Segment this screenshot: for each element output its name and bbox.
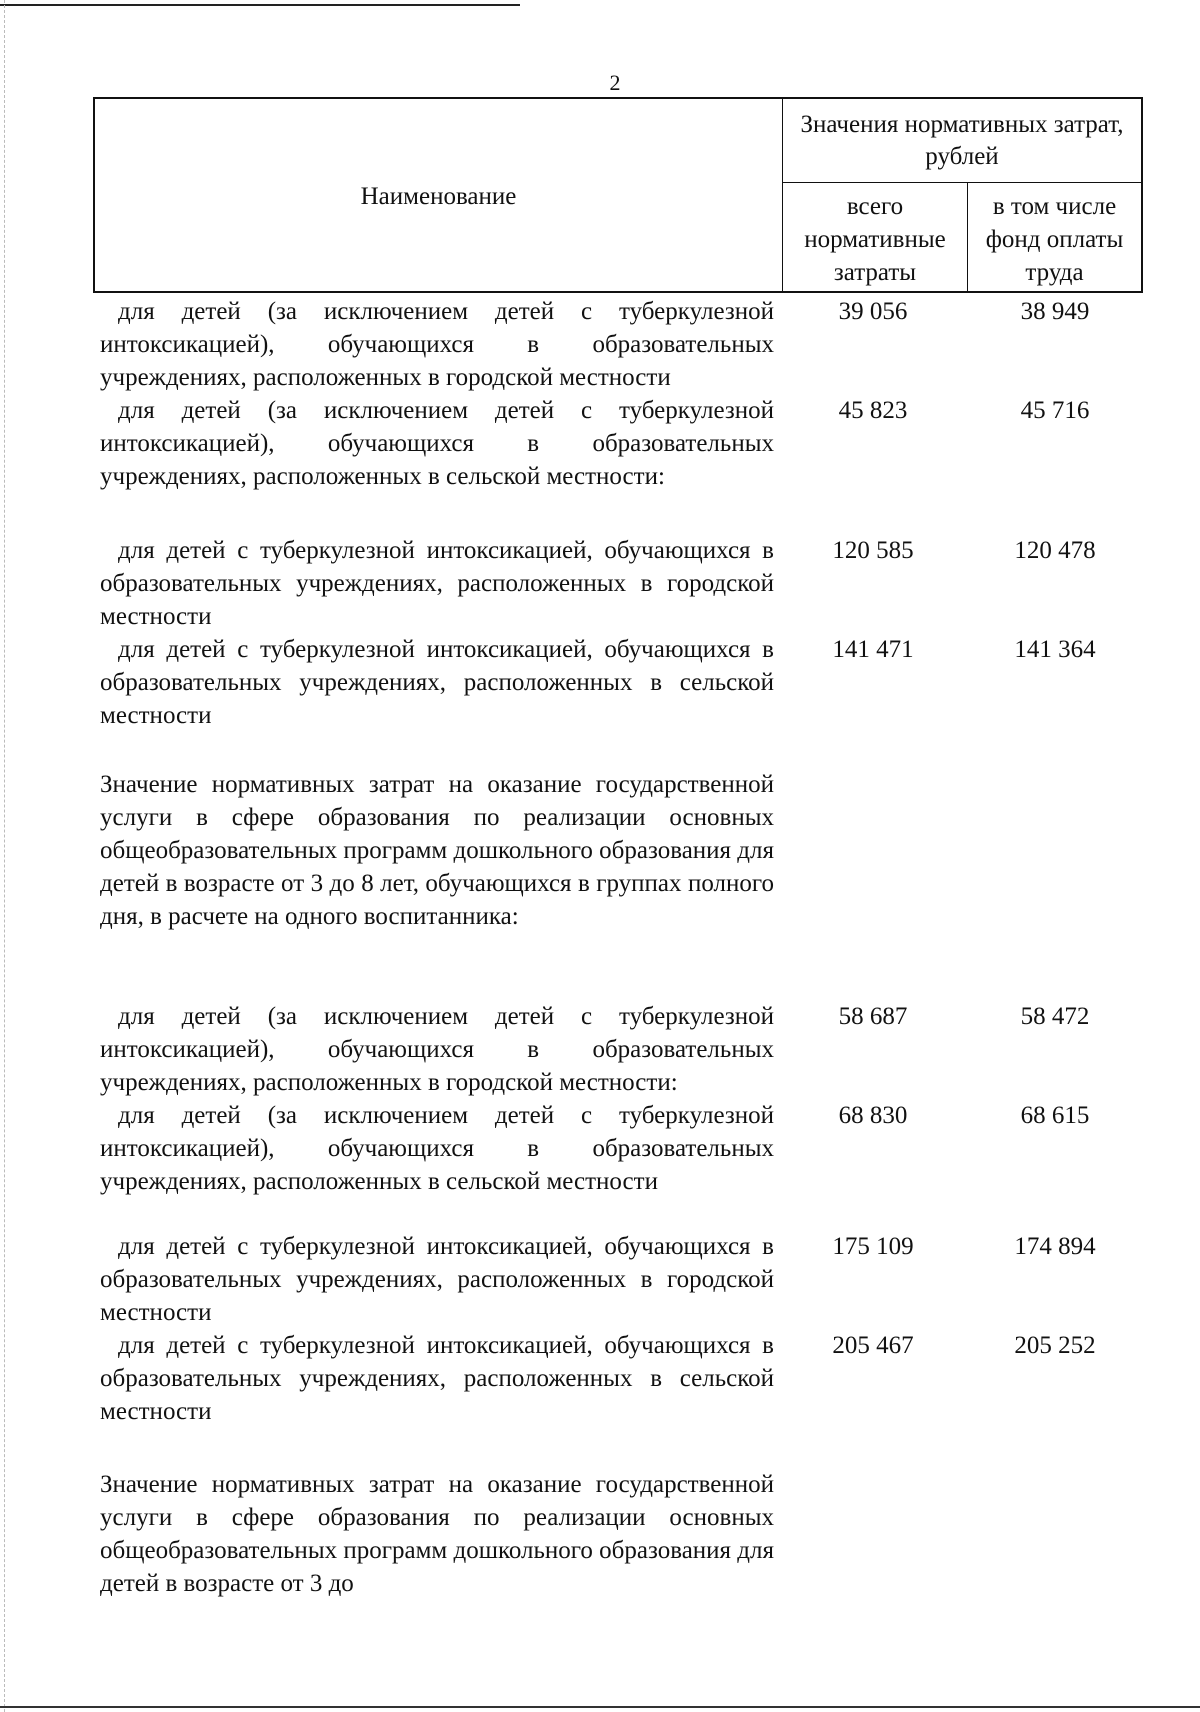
row-wage-value: 174 894: [1014, 1233, 1096, 1260]
row-label: для детей (за исключением детей с туберкулезной интоксикацией), обучающихся в образовательных учреждениях, расположенных в городской местности:: [100, 1003, 774, 1096]
row-label: для детей с туберкулезной интоксикацией, обучающихся в образовательных учреждениях, расположенных в сельской местности: [100, 1332, 774, 1425]
page-number: 2: [609, 70, 621, 95]
row-wage-value: 141 364: [1014, 636, 1096, 663]
row-wage-value: 38 949: [1020, 298, 1090, 325]
row-total-value: 39 056: [838, 298, 908, 325]
section-heading: Значение нормативных затрат на оказание государственной услуги в сфере образования по реализации основных общеобразовательных программ дошкольного образования для детей в возрасте от 3 до: [100, 1471, 774, 1597]
row-label: для детей с туберкулезной интоксикацией, обучающихся в образовательных учреждениях, расположенных в городской местности: [100, 1233, 774, 1326]
row-total-value: 45 823: [838, 397, 908, 424]
row-wage-value: 58 472: [1020, 1003, 1090, 1030]
row-total-value: 175 109: [832, 1233, 914, 1260]
row-wage-value: 68 615: [1020, 1102, 1090, 1129]
row-total-value: 120 585: [832, 537, 914, 564]
row-total-value: 68 830: [838, 1102, 908, 1129]
row-wage-value: 45 716: [1020, 397, 1090, 424]
header-wage-cell: в том числе фонд оплаты труда: [985, 193, 1124, 286]
row-label: для детей (за исключением детей с туберкулезной интоксикацией), обучающихся в образовательных учреждениях, расположенных в сельской местности: [100, 1102, 774, 1195]
row-wage-value: 205 252: [1014, 1332, 1096, 1359]
section-heading: Значение нормативных затрат на оказание государственной услуги в сфере образования по реализации основных общеобразовательных программ дошкольного образования для детей в возрасте от 3 до 8 лет, обучающихся в группах полного дня, в расчете на одного воспитанника:: [100, 771, 774, 930]
scan-edge-top: [0, 4, 520, 6]
header-group-cell: Значения нормативных затрат, рублей: [783, 99, 1141, 183]
scan-edge-left: [4, 0, 5, 1712]
header-total-cell: всего нормативные затраты: [783, 183, 968, 291]
row-total-value: 141 471: [832, 636, 914, 663]
row-total-value: 205 467: [832, 1332, 914, 1359]
row-label: для детей (за исключением детей с туберкулезной интоксикацией), обучающихся в образовательных учреждениях, расположенных в городской местности: [100, 298, 774, 391]
row-total-value: 58 687: [838, 1003, 908, 1030]
row-wage-value: 120 478: [1014, 537, 1096, 564]
row-label: для детей с туберкулезной интоксикацией, обучающихся в образовательных учреждениях, расположенных в сельской местности: [100, 636, 774, 729]
table-header: [93, 97, 1143, 293]
row-label: для детей с туберкулезной интоксикацией, обучающихся в образовательных учреждениях, расположенных в городской местности: [100, 537, 774, 630]
row-label: для детей (за исключением детей с туберкулезной интоксикацией), обучающихся в образовательных учреждениях, расположенных в сельской местности:: [100, 397, 774, 490]
header-name-cell: Наименование: [95, 99, 783, 291]
scan-edge-bottom: [0, 1706, 1200, 1708]
